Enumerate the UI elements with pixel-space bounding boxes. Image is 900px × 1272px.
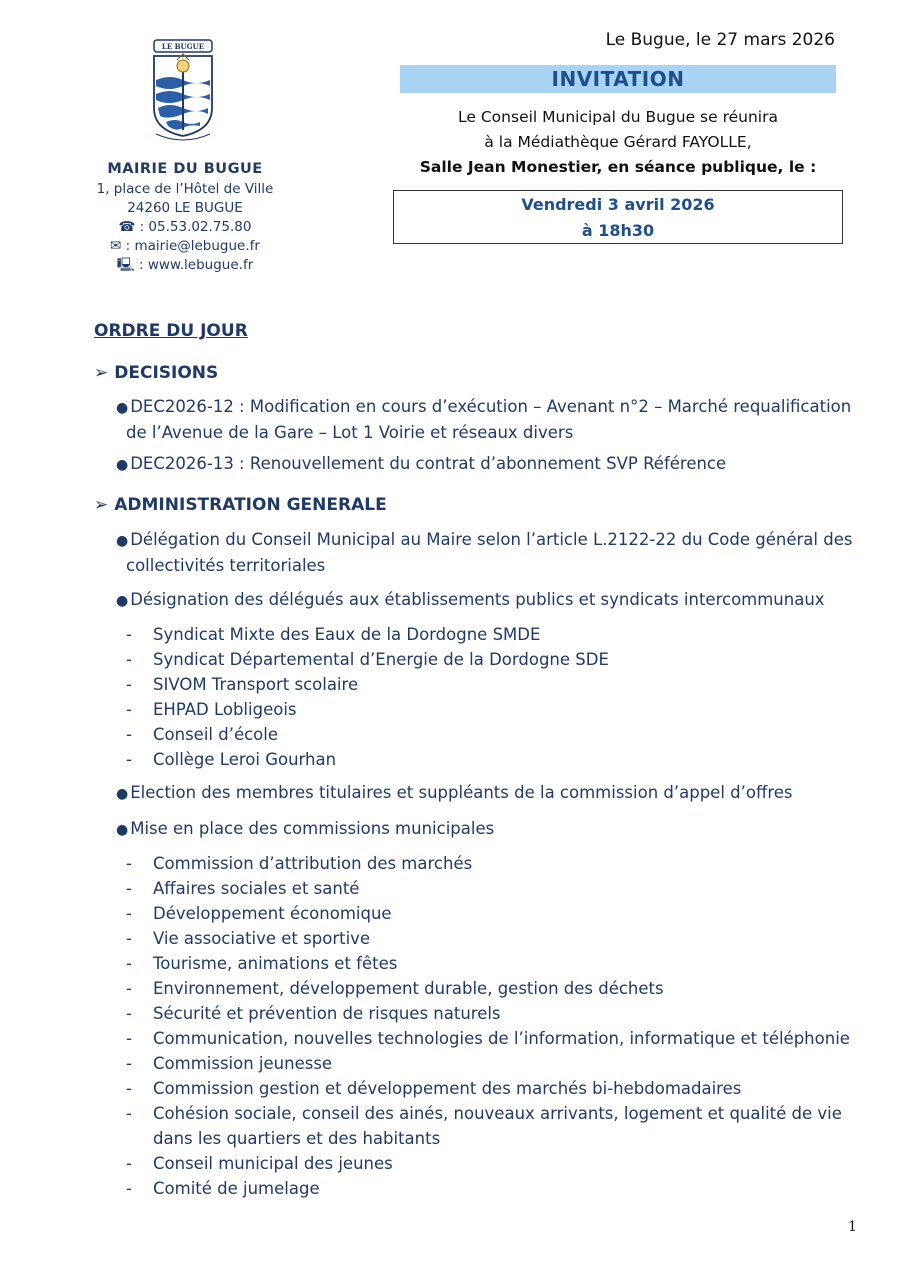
list-item: - EHPAD Lobligeois (126, 700, 297, 719)
list-item: - Conseil municipal des jeunes (126, 1154, 393, 1173)
bullet-icon: ● (116, 786, 129, 802)
address-line2: 24260 LE BUGUE (127, 200, 243, 216)
bullet-icon: ● (116, 822, 129, 838)
list-item: dans les quartiers et des habitants (153, 1129, 441, 1148)
list-item: - Commission jeunesse (126, 1054, 333, 1073)
list-item: - Commission gestion et développement des marchés bi-hebdomadaires (126, 1079, 742, 1098)
crest-text: LE BUGUE (161, 42, 205, 51)
list-item: - Syndicat Départemental d’Energie de la Dordogne SDE (126, 650, 609, 669)
list-item: - Sécurité et prévention de risques naturels (126, 1004, 501, 1023)
designation-sublist (126, 622, 851, 772)
agenda-item-commissions: ● Mise en place des commissions municipales (116, 819, 495, 838)
list-item: - Affaires sociales et santé (126, 879, 360, 898)
list-item: - Cohésion sociale, conseil des ainés, nouveaux arrivants, logement et qualité de vie (126, 1104, 842, 1123)
bullet-icon: ● (116, 400, 129, 416)
section-administration (94, 495, 387, 515)
list-item: - Vie associative et sportive (126, 929, 371, 948)
bullet-icon: ● (116, 457, 129, 473)
list-item: - Développement économique (126, 904, 392, 923)
agenda-item-dec12: ● DEC2026-12 : Modification en cours d’exécution – Avenant n°2 – Marché requalification (116, 397, 852, 416)
agenda-item-election: ● Election des membres titulaires et suppléants de la commission d’appel d’offres (116, 783, 793, 802)
section-label: ADMINISTRATION GENERALE (114, 495, 387, 515)
ordre-du-jour-heading: ORDRE DU JOUR (94, 321, 248, 341)
meeting-date-box (393, 190, 843, 244)
arrow-icon: ➢ (94, 495, 109, 515)
agenda-item-designation: ● Désignation des délégués aux établissements publics et syndicats intercommunaux (116, 590, 825, 609)
agenda-item-delegation-cont: collectivités territoriales (126, 556, 326, 575)
invitation-title: INVITATION (400, 65, 836, 93)
list-item: - SIVOM Transport scolaire (126, 675, 359, 694)
invitation-line3: Salle Jean Monestier, en séance publique, le : (419, 158, 817, 176)
meeting-day: Vendredi 3 avril 2026 (521, 195, 715, 214)
address-line1: 1, place de l’Hôtel de Ville (96, 181, 274, 197)
phone: ☎ : 05.53.02.75.80 (118, 219, 252, 235)
list-item: - Syndicat Mixte des Eaux de la Dordogne SMDE (126, 625, 541, 644)
bullet-icon: ● (116, 593, 129, 609)
invitation-line2: à la Médiathèque Gérard FAYOLLE, (484, 133, 752, 151)
town-crest-logo (150, 38, 216, 144)
website-link[interactable]: 🖳 : www.lebugue.fr (116, 257, 254, 273)
page-number: 1 (848, 1219, 857, 1235)
letter-date: Le Bugue, le 27 mars 2026 (605, 30, 835, 50)
agenda-item-delegation: ● Délégation du Conseil Municipal au Maire selon l’article L.2122-22 du Code général des (116, 530, 853, 549)
list-item: - Commission d’attribution des marchés (126, 854, 473, 873)
list-item: - Tourisme, animations et fêtes (126, 954, 398, 973)
email-link[interactable]: ✉ : mairie@lebugue.fr (110, 238, 260, 254)
agenda-item-dec13: ● DEC2026-13 : Renouvellement du contrat d’abonnement SVP Référence (116, 454, 727, 473)
agenda-item-dec12-cont: de l’Avenue de la Gare – Lot 1 Voirie et réseaux divers (126, 423, 574, 442)
list-item: - Comité de jumelage (126, 1179, 320, 1198)
bullet-icon: ● (116, 533, 129, 549)
arrow-icon: ➢ (94, 363, 109, 383)
invitation-line1: Le Conseil Municipal du Bugue se réunira (458, 108, 778, 126)
list-item: - Conseil d’école (126, 725, 279, 744)
section-label: DECISIONS (114, 363, 219, 383)
commissions-sublist (126, 851, 851, 1201)
list-item: - Collège Leroi Gourhan (126, 750, 337, 769)
list-item: - Communication, nouvelles technologies de l’information, informatique et téléphonie (126, 1029, 850, 1048)
meeting-time: à 18h30 (581, 221, 655, 240)
mairie-title: MAIRIE DU BUGUE (107, 161, 263, 177)
section-decisions (94, 363, 218, 383)
list-item: - Environnement, développement durable, gestion des déchets (126, 979, 664, 998)
